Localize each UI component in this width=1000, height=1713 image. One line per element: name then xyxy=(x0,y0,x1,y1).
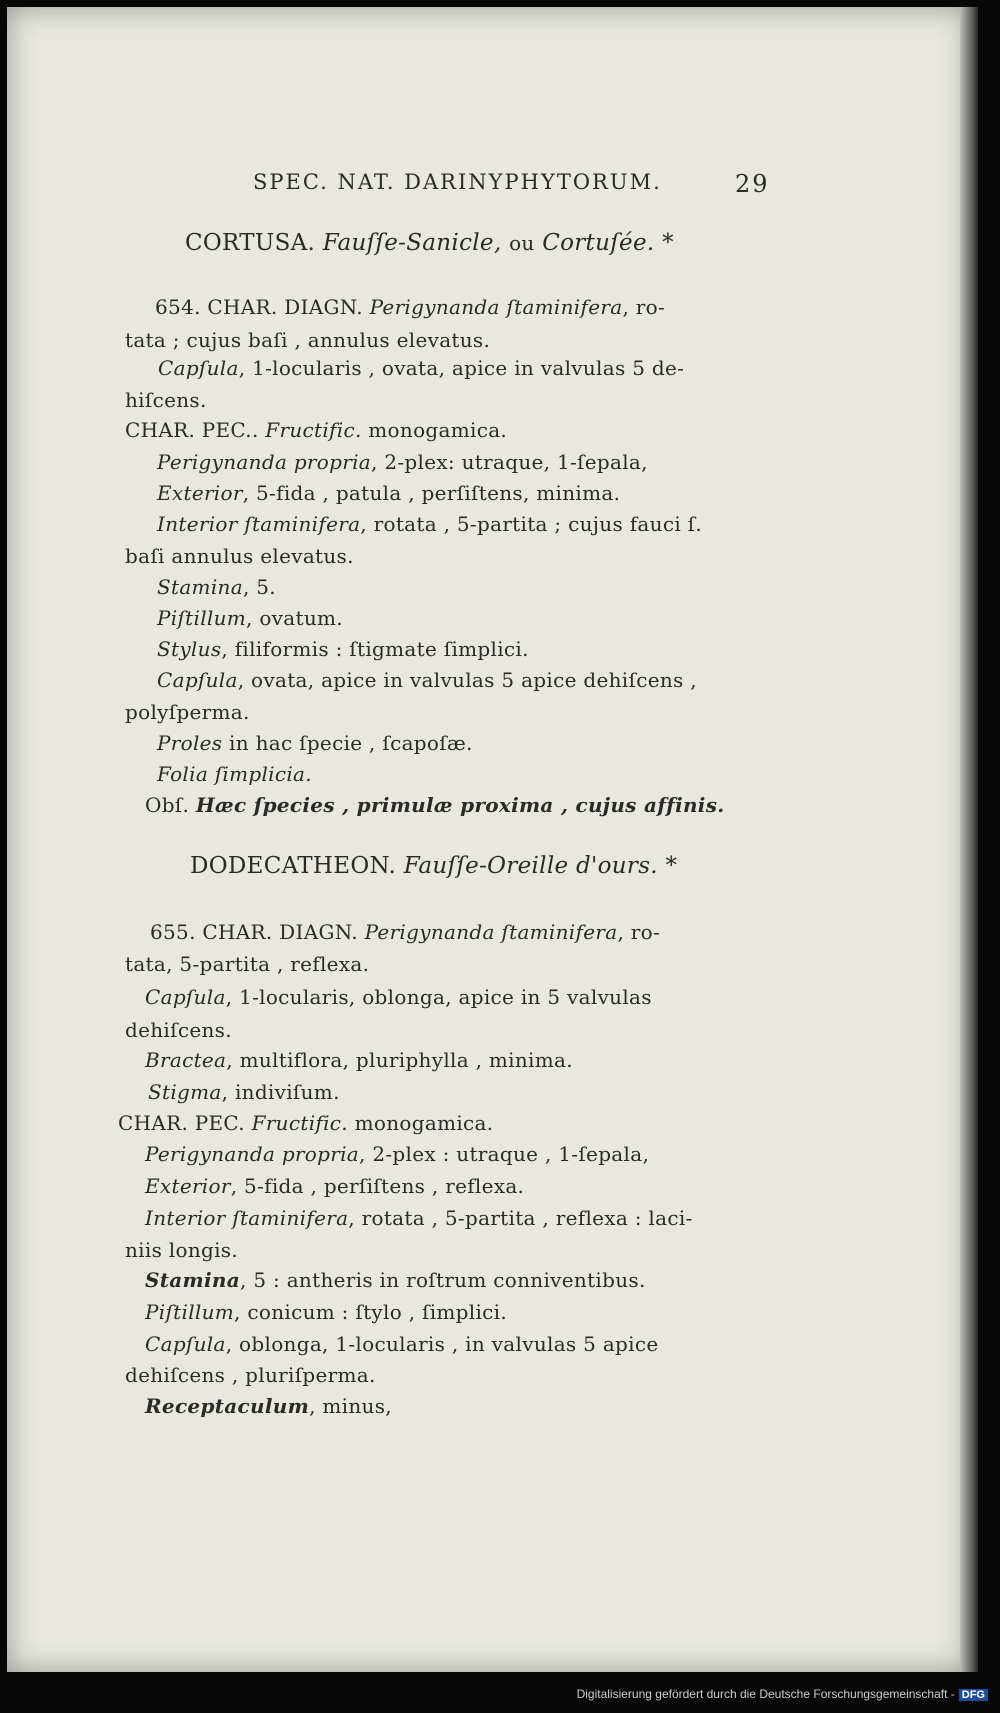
cortusa-line-7 xyxy=(157,481,620,505)
italic-term: Stylus xyxy=(157,637,222,661)
italic-term: Stigma xyxy=(148,1080,222,1104)
italic-term: Fructific. xyxy=(251,1111,348,1135)
cortusa-line-16: Folia ſimplicia. xyxy=(157,762,312,786)
dodecatheon-line-1 xyxy=(150,920,660,944)
text-tail: , multiflora, pluriphylla , minima. xyxy=(226,1048,573,1072)
dodecatheon-heading xyxy=(190,853,677,879)
italic-term: Capſula xyxy=(158,356,239,380)
french-name: Fauſſe-Sanicle, xyxy=(322,230,502,256)
italic-term: Capſula xyxy=(157,668,238,692)
text-tail: , 1-locularis, oblonga, apice in 5 valvulas xyxy=(225,985,652,1009)
text-tail: , minus, xyxy=(309,1394,392,1418)
text-tail: , ovatum. xyxy=(246,606,343,630)
cortusa-line-6 xyxy=(157,450,648,474)
cortusa-line-14: polyſperma. xyxy=(125,700,250,724)
italic-term: Interior ſtaminifera xyxy=(145,1206,349,1230)
italic-term: Piſtillum xyxy=(145,1300,235,1324)
dodecatheon-line-2: tata, 5-partita , reflexa. xyxy=(125,952,370,976)
italic-term: Exterior xyxy=(157,481,243,505)
entry-number: 654. xyxy=(155,295,201,319)
italic-term: Capſula xyxy=(145,1332,226,1356)
italic-term: Hæc ſpecies , primulæ proxima , cujus affinis. xyxy=(195,793,725,817)
dodecatheon-line-12 xyxy=(145,1268,646,1292)
obs-label: Obſ. xyxy=(145,793,190,817)
cortusa-line-4: hiſcens. xyxy=(125,388,207,412)
genus-name: CORTUSA. xyxy=(185,230,316,256)
italic-term: Receptaculum xyxy=(145,1394,310,1418)
dodecatheon-line-8 xyxy=(145,1142,649,1166)
cortusa-line-11 xyxy=(157,606,343,630)
text-tail: , 1-locularis , ovata, apice in valvulas 5 de- xyxy=(238,356,685,380)
cortusa-line-15 xyxy=(157,731,473,755)
italic-term: Interior ſtaminifera xyxy=(157,512,361,536)
char-label: CHAR. PEC.. xyxy=(125,418,259,442)
italic-term: Stamina xyxy=(157,575,243,599)
italic-term: Exterior xyxy=(145,1174,231,1198)
dodecatheon-line-16 xyxy=(145,1394,392,1418)
text-tail: , 5-fida , patula , perſiſtens, minima. xyxy=(242,481,621,505)
cortusa-line-9: baſi annulus elevatus. xyxy=(125,544,354,568)
text-tail: , rotata , 5-partita ; cujus fauci ſ. xyxy=(360,512,703,536)
char-label: CHAR. PEC. xyxy=(118,1111,245,1135)
text-tail: monogamica. xyxy=(354,1111,494,1135)
dodecatheon-line-10 xyxy=(145,1206,693,1230)
dodecatheon-line-14 xyxy=(145,1332,659,1356)
cortusa-line-8 xyxy=(157,512,702,536)
text-tail: , oblonga, 1-locularis , in valvulas 5 apice xyxy=(225,1332,659,1356)
text-tail: , filiformis : ſtigmate ſimplici. xyxy=(221,637,529,661)
dodecatheon-line-7 xyxy=(118,1111,493,1135)
text-tail: , 2-plex : utraque , 1-ſepala, xyxy=(359,1142,650,1166)
italic-term: Stamina xyxy=(145,1268,241,1292)
page-edge-shadow xyxy=(960,7,978,1672)
italic-term: Perigynanda propria xyxy=(145,1142,360,1166)
entry-number: 655. xyxy=(150,920,196,944)
cortusa-heading xyxy=(185,230,674,256)
french-name: Fauſſe-Oreille d'ours. xyxy=(403,853,658,879)
dodecatheon-line-6 xyxy=(148,1080,340,1104)
footer-text: Digitalisierung gefördert durch die Deutsche Forschungsgemeinschaft - xyxy=(576,1687,955,1701)
italic-term: Perigynanda ſtaminifera xyxy=(369,295,623,319)
text-tail: , 2-plex: utraque, 1-ſepala, xyxy=(371,450,648,474)
text-tail: , ro- xyxy=(622,295,666,319)
text-tail: , ovata, apice in valvulas 5 apice dehiſcens , xyxy=(237,668,697,692)
cortusa-line-5 xyxy=(125,418,507,442)
italic-term: Capſula xyxy=(145,985,226,1009)
italic-term: Bractea xyxy=(145,1048,227,1072)
digitization-footer xyxy=(0,1687,1000,1707)
page-number: 29 xyxy=(735,170,770,198)
dodecatheon-line-4: dehiſcens. xyxy=(125,1018,232,1042)
book-page xyxy=(7,7,969,1672)
dodecatheon-line-11: niis longis. xyxy=(125,1238,239,1262)
asterisk-mark: * xyxy=(665,853,678,879)
italic-term: Perigynanda ſtaminifera xyxy=(364,920,618,944)
asterisk-mark: * xyxy=(662,230,674,256)
dfg-logo: DFG xyxy=(959,1689,988,1701)
text-tail: , conicum : ſtylo , ſimplici. xyxy=(234,1300,508,1324)
text-tail: , 5 : antheris in roſtrum conniventibus. xyxy=(240,1268,646,1292)
text-tail: , indiviſum. xyxy=(221,1080,340,1104)
char-label: CHAR. DIAGN. xyxy=(202,920,358,944)
text-tail: , 5. xyxy=(242,575,276,599)
italic-term: Perigynanda propria xyxy=(157,450,372,474)
alt-name: Cortuſée. xyxy=(542,230,655,256)
cortusa-line-13 xyxy=(157,668,697,692)
text-tail: , rotata , 5-partita , reflexa : laci- xyxy=(348,1206,693,1230)
cortusa-line-2: tata ; cujus baſi , annulus elevatus. xyxy=(125,328,491,352)
cortusa-line-1 xyxy=(155,295,665,319)
italic-term: Proles xyxy=(157,731,223,755)
text-tail: , ro- xyxy=(617,920,661,944)
italic-term: Fructific. xyxy=(265,418,362,442)
cortusa-line-10 xyxy=(157,575,276,599)
italic-term: Piſtillum xyxy=(157,606,247,630)
cortusa-line-3 xyxy=(158,356,684,380)
dodecatheon-line-13 xyxy=(145,1300,507,1324)
running-title: SPEC. NAT. DARINYPHYTORUM. xyxy=(253,170,662,194)
char-label: CHAR. DIAGN. xyxy=(207,295,363,319)
text-tail: monogamica. xyxy=(368,418,508,442)
text-tail: , 5-fida , perſiſtens , reflexa. xyxy=(230,1174,525,1198)
cortusa-observation xyxy=(145,793,725,817)
dodecatheon-line-5 xyxy=(145,1048,573,1072)
dodecatheon-line-9 xyxy=(145,1174,524,1198)
dodecatheon-line-3 xyxy=(145,985,652,1009)
text-tail: in hac ſpecie , ſcapoſæ. xyxy=(229,731,473,755)
genus-name: DODECATHEON. xyxy=(190,853,397,879)
dodecatheon-line-15: dehiſcens , pluriſperma. xyxy=(125,1363,376,1387)
cortusa-line-12 xyxy=(157,637,529,661)
ou-word: ou xyxy=(509,231,535,255)
